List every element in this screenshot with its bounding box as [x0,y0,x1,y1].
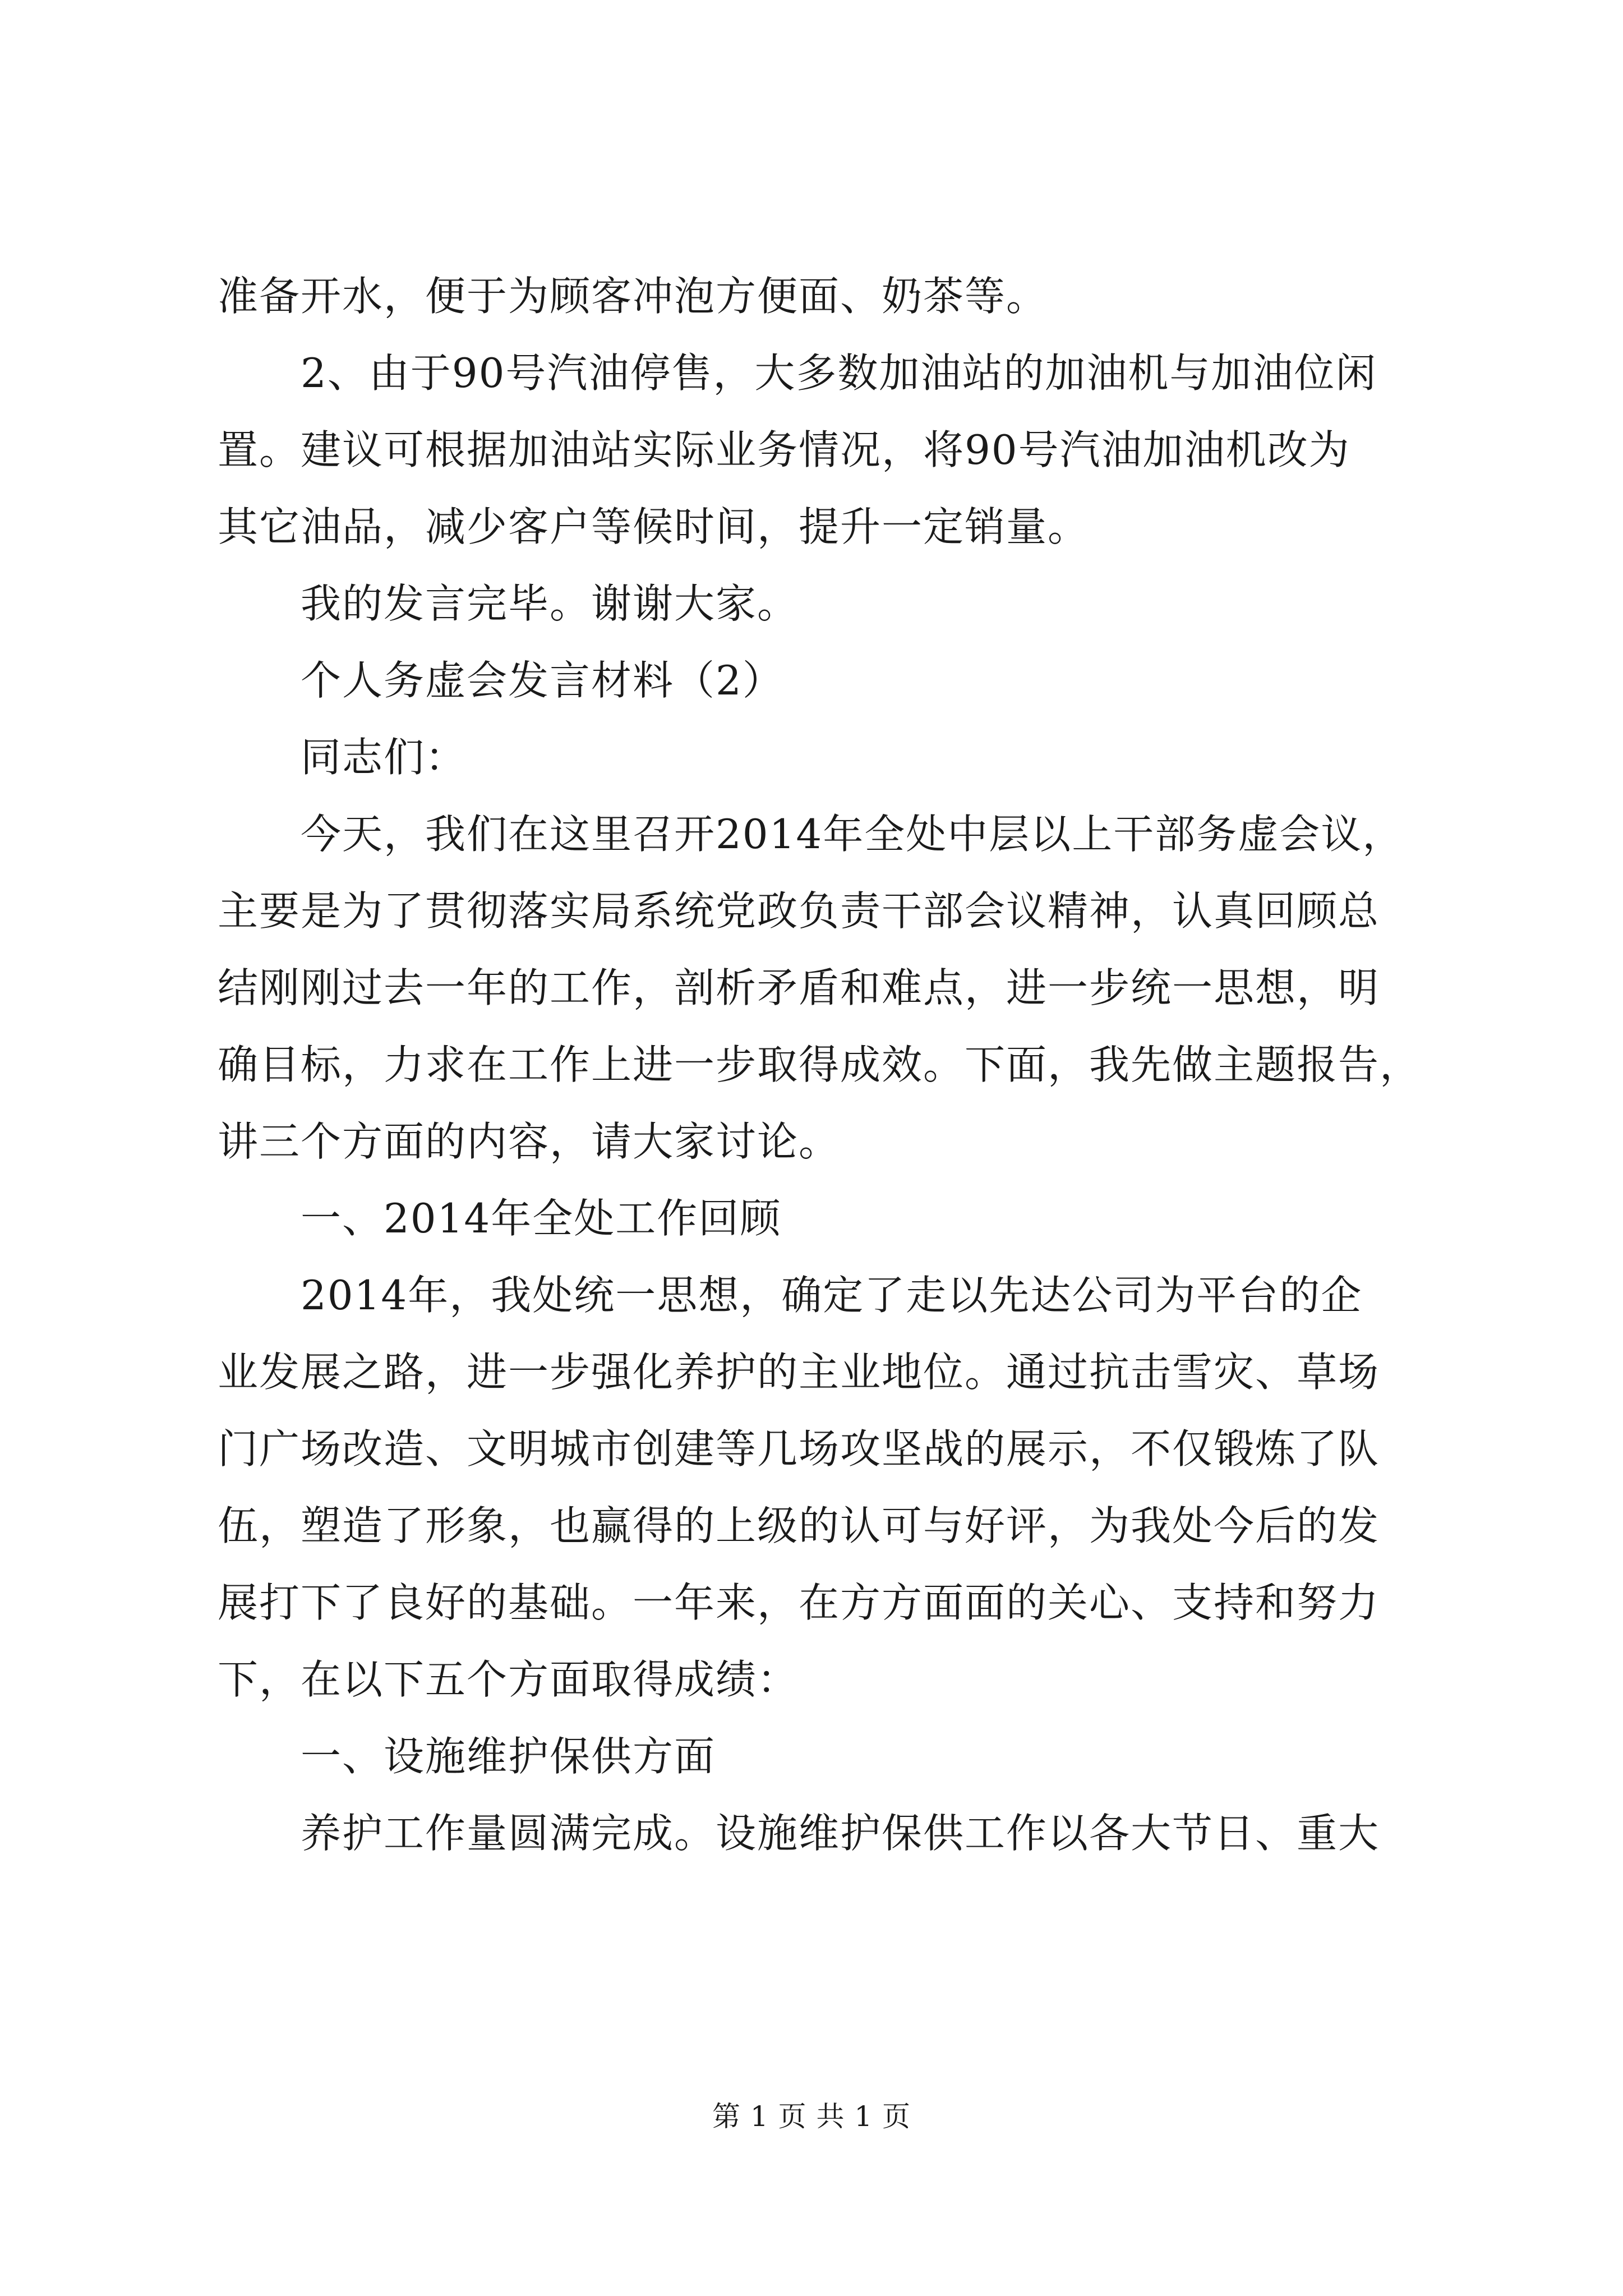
text-line: 确目标，力求在工作上进一步取得成效。下面，我先做主题报告， [218,1041,1422,1088]
section-title: 个人务虚会发言材料（2） [301,657,784,704]
text-line: 置。建议可根据加油站实际业务情况，将90号汽油加油机改为 [218,426,1350,473]
text-line: 伍，塑造了形象，也赢得的上级的认可与好评，为我处今后的发 [218,1502,1380,1549]
salutation: 同志们： [301,734,467,781]
text-line: 结刚刚过去一年的工作，剖析矛盾和难点，进一步统一思想，明 [218,964,1380,1011]
text-line: 下，在以下五个方面取得成绩： [218,1656,799,1703]
text-line: 主要是为了贯彻落实局系统党政负责干部会议精神，认真回顾总 [218,887,1380,935]
text-line: 门广场改造、文明城市创建等几场攻坚战的展示，不仅锻炼了队 [218,1425,1380,1473]
document-body [218,258,1422,1872]
text-line: 我的发言完毕。谢谢大家。 [301,580,799,627]
text-line: 2014年，我处统一思想，确定了走以先达公司为平台的企 [301,1272,1363,1319]
text-line: 讲三个方面的内容，请大家讨论。 [218,1118,841,1165]
page-number-footer: 第 1 页 共 1 页 [712,2100,911,2133]
text-line: 展打下了良好的基础。一年来，在方方面面的关心、支持和努力 [218,1579,1380,1626]
text-line: 2、由于90号汽油停售，大多数加油站的加油机与加油位闲 [301,349,1377,397]
section-heading: 一、2014年全处工作回顾 [301,1195,782,1242]
section-heading: 一、设施维护保供方面 [301,1733,716,1780]
text-line: 养护工作量圆满完成。设施维护保供工作以各大节日、重大 [301,1810,1380,1857]
text-line: 准备开水，便于为顾客冲泡方便面、奶茶等。 [218,273,1048,320]
text-line: 其它油品，减少客户等候时间，提升一定销量。 [218,503,1090,550]
text-line: 今天，我们在这里召开2014年全处中层以上干部务虚会议， [301,811,1404,858]
text-line: 业发展之路，进一步强化养护的主业地位。通过抗击雪灾、草场 [218,1349,1380,1396]
